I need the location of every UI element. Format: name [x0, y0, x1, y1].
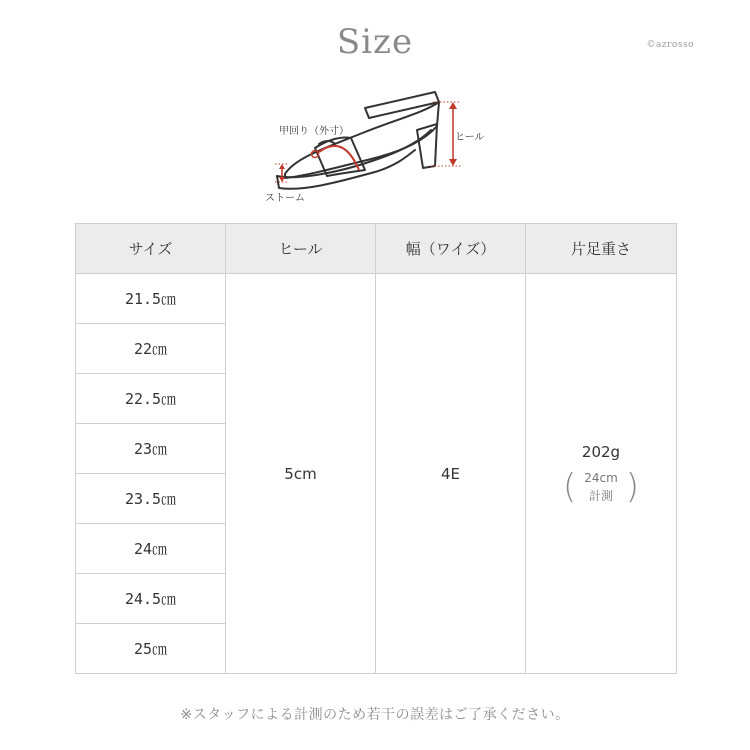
- header-width: 幅（ワイズ）: [376, 224, 526, 274]
- heel-value: 5cm: [226, 274, 376, 674]
- weight-note: ( 24cm 計測 ): [562, 466, 640, 507]
- size-cell: 24㎝: [76, 524, 226, 574]
- size-cell: 22.5㎝: [76, 374, 226, 424]
- table-row: [76, 274, 677, 324]
- size-cell: 23.5㎝: [76, 474, 226, 524]
- size-cell: 25㎝: [76, 624, 226, 674]
- table-header-row: [76, 224, 677, 274]
- header-size: サイズ: [76, 224, 226, 274]
- weight-cell: [526, 274, 677, 674]
- instep-label: 甲回り（外寸）: [279, 126, 349, 137]
- storm-label: ストーム: [265, 193, 305, 204]
- weight-value: 202g: [581, 442, 621, 461]
- size-cell: 22㎝: [76, 324, 226, 374]
- sandal-diagram: [255, 88, 495, 208]
- width-value: 4E: [376, 274, 526, 674]
- header-heel: ヒール: [226, 224, 376, 274]
- weight-note-label: 計測: [588, 488, 613, 503]
- header-weight: 片足重さ: [526, 224, 677, 274]
- weight-note-size: 24cm: [584, 470, 618, 485]
- page-title: Size: [336, 22, 414, 62]
- heel-label: ヒール: [455, 132, 485, 143]
- size-cell: 24.5㎝: [76, 574, 226, 624]
- size-table: [75, 223, 677, 674]
- footnote: ※スタッフによる計測のため若干の誤差はご了承ください。: [180, 707, 570, 723]
- brand-mark: ©azrosso: [646, 40, 694, 50]
- size-cell: 21.5㎝: [76, 274, 226, 324]
- size-cell: 23㎝: [76, 424, 226, 474]
